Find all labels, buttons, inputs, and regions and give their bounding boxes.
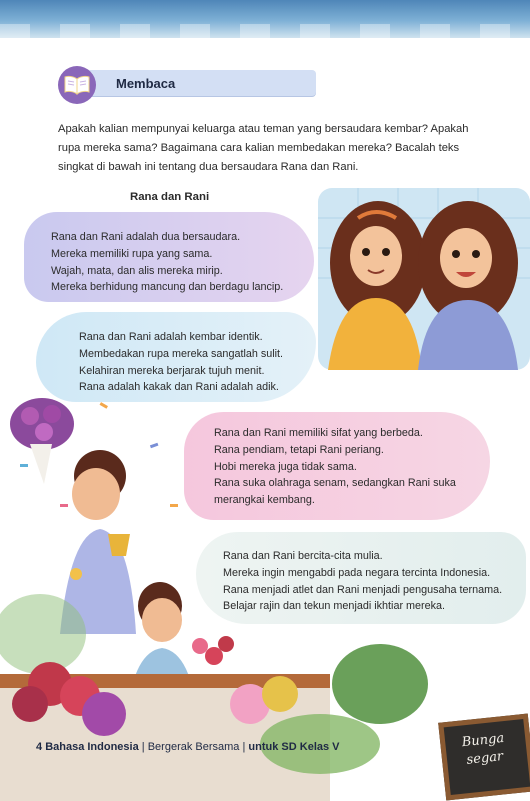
paragraph-line: Wajah, mata, dan alis mereka mirip. [51,264,223,277]
paragraph-line: Rana adalah kakak dan Rani adalah adik. [79,381,279,394]
paragraph-line: Rana pendiam, tetapi Rani periang. [214,443,384,456]
paragraph-3 [214,425,470,509]
twins-illustration [318,188,530,370]
water-wave-decoration [0,24,530,38]
chalkboard-line: Bunga [461,730,505,751]
top-decorative-band [0,0,530,38]
paragraph-line: Membedakan rupa mereka sangatlah sulit. [79,347,284,360]
paragraph-line: Rana dan Rani memiliki sifat yang berbeda. [214,427,423,439]
book-subtitle: Bergerak Bersama [147,741,240,753]
paragraph-line: Rana dan Rani bercita-cita mulia. [223,550,383,562]
section-tag [58,66,316,100]
book-grade: untuk SD Kelas V [248,741,340,753]
paragraph-2 [79,329,283,396]
paragraph-line: Mereka ingin mengabdi pada negara tercinta Indonesia. [223,566,491,579]
footer-separator: | [141,741,145,753]
paragraph-line: Hobi mereka juga tidak sama. [214,460,357,473]
chalkboard-line: segar [465,749,504,768]
story-title: Rana dan Rani [130,191,210,203]
paragraph-line: Mereka berhidung mancung dan berdagu lancip. [51,281,284,294]
page-number: 4 [36,741,43,753]
paragraph-line: Kelahiran mereka berjarak tujuh menit. [79,364,265,377]
paragraph-line: Belajar rajin dan tekun menjadi ikhtiar mereka. [223,600,446,613]
open-book-icon [58,66,96,104]
section-tag-bar [78,70,316,96]
intro-paragraph: Apakah kalian mempunyai keluarga atau teman yang bersaudara kembar? Apakah rupa mereka sama? Bagaimana cara kalian membedakan mereka? Bacalah teks singkat di bawah ini tentang dua bersaudara Rana dan Rani. [58,123,469,173]
book-title: Bahasa Indonesia [45,741,139,753]
paragraph-line: Rana menjadi atlet dan Rani menjadi pengusaha ternama. [223,583,503,596]
paragraph-line: Rana dan Rani adalah dua bersaudara. [51,231,241,243]
chalkboard-text [452,729,515,771]
paragraph-line: Rana suka olahraga senam, sedangkan Rani suka merangkai kembang. [214,477,456,507]
page-footer [36,741,340,753]
paragraph-1 [51,229,283,296]
footer-separator: | [242,741,246,753]
paragraph-line: Mereka memiliki rupa yang sama. [51,247,213,260]
paragraph-line: Rana dan Rani adalah kembar identik. [79,331,263,343]
section-title: Membaca [116,76,176,91]
paragraph-4 [223,548,502,615]
